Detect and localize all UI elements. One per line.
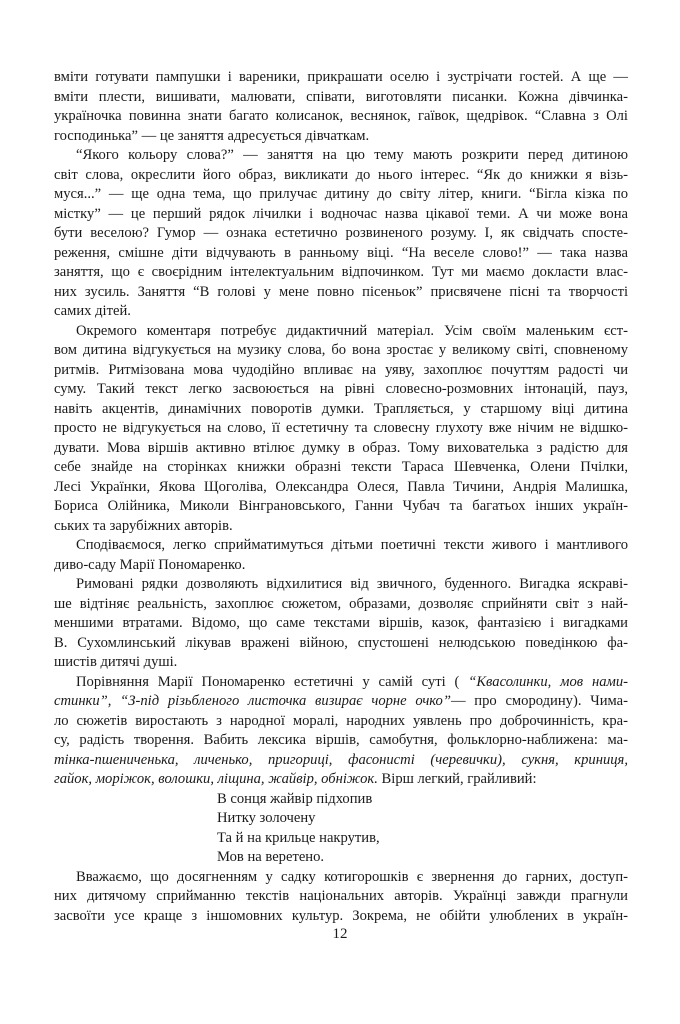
text-line: ських та зарубіжних авторів. [54, 517, 233, 534]
text-run: — про смородину). Чима- [450, 693, 628, 709]
text-line: Сподіваємося, легко сприйматимуться дітьми поетичні тексти живого і мантливого [76, 537, 628, 553]
text-line: україночка повинна знати багато колисанок, веснянок, гаївок, щедрівок. “Славна з Олі [54, 108, 628, 124]
poem-line: Та й на крильце накрутив, [217, 829, 380, 846]
text-line: диво-саду Марії Пономаренко. [54, 556, 246, 573]
text-line: суму. Такий текст легко засвоюється на рівні словесно-розмовних інтонацій, пауз, [54, 381, 628, 397]
text-line: бути веселою? Гумор — ознака естетично розвиненого розуму. І, як свідчать спосте- [54, 225, 628, 241]
text-run: Порівняння Марії Пономаренко естетичні у самій суті ( [76, 673, 469, 690]
text-line [54, 673, 628, 693]
text-line: ло сюжетів виростають з народної моралі, народних уявлень про доброчинність, кра- [54, 712, 628, 729]
text-line: вом дитина відгукується на музику слова, бо вона зростає у великому світі, сповненому [54, 342, 628, 358]
text-line: засвоїти усе краще з іншомовних культур. Зокрема, не обійти улюблених в україн- [54, 907, 628, 924]
text-line: заняття, що є своєрідним інтелектуальним відпочинком. Тут ми маємо докласти влас- [54, 264, 628, 280]
text-line [54, 692, 628, 712]
text-line: світ слова, окреслити його образ, викликати до нього інтерес. “Як до книжки я візь- [54, 166, 628, 183]
text-line [54, 770, 628, 790]
text-line: су, радість творення. Вабить лексика віршів, самобутня, фольклорно-наближена: ма- [54, 732, 628, 748]
text-line: “Якого кольору слова?” — заняття на цю тему мають розкрити перед дитиною [76, 147, 628, 163]
text-line: них дитячому сприйманню текстів національних авторів. Українці завжди прагнули [54, 888, 628, 904]
text-line: них зусиль. Заняття “В голові у мене повно пісеньок” присвячене пісні та творчості [54, 283, 628, 300]
text-line: містку” — це перший рядок лічилки і водночас назва цікавої теми. А чи може вона [54, 205, 628, 222]
text-line: Римовані рядки дозволяють відхилитися від звичного, буденного. Вигадка яскраві- [76, 576, 628, 592]
text-line: господинька” — це заняття адресується дівчаткам. [54, 127, 370, 144]
poem-line: Нитку золочену [217, 810, 316, 826]
text-line: меншими втратами. Відомо, що саме текстами віршів, казок, фантазією і вигадками [54, 615, 628, 631]
poem-line: В сонця жайвір підхопив [217, 790, 373, 807]
text-line: тінка-пшениченька, личенько, пригориці, фасонисті (черевички), сукня, криниця, [54, 751, 628, 768]
text-line: самих дітей. [54, 303, 131, 319]
text-run: Вірш легкий, грайливий: [377, 771, 537, 787]
text-line: вміти плести, вишивати, малювати, співати, виготовляти писанки. Кожна дівчинка- [54, 88, 628, 105]
text-line: просто не відгукується на слово, її естетичну та словесну глухоту вже нічим не відшко- [54, 420, 628, 436]
text-line: Вважаємо, що досягненням у садку котигорошків є звернення до гарних, доступ- [76, 868, 628, 885]
text-line: вміти готувати пампушки і вареники, прикрашати оселю і зустрічати гостей. А ще — [54, 69, 628, 85]
poem-line: Мов на веретено. [217, 849, 325, 865]
text-line: реження, смішне діти відчувають в ранньому віці. “На веселе слово!” — така назва [54, 244, 628, 261]
text-line: Лесі Українки, Якова Щоголіва, Олександра Олеся, Павла Тичини, Андрія Малишка, [54, 478, 628, 495]
text-line: себе знайде на сторінках книжки образні тексти Тараса Шевченка, Олени Пчілки, [54, 459, 628, 475]
text-line: Бориса Олійника, Миколи Вінграновського, Ганни Чубач та багатьох інших україн- [54, 498, 628, 514]
body-text [54, 68, 628, 926]
text-line: навіть акцентів, динамічних поворотів думки. Трапляється, у старшому віці дитина [54, 400, 628, 417]
italic-run: “Квасолинки, мов нами- [468, 673, 628, 690]
text-line: Окремого коментаря потребує дидактичний матеріал. Усім своїм маленьким єст- [76, 322, 628, 339]
text-line: В. Сухомлинський лікував вражені війною, спустошені нелюдською поведінкою фа- [54, 634, 628, 651]
text-line: шистів дитячі душі. [54, 654, 178, 670]
italic-run: стинки”, “З-під різьбленого листочка визирає чорне очко” [54, 693, 451, 709]
text-line: дувати. Мова віршів активно втілює думку в образ. Тому вихователька з радістю для [54, 439, 628, 456]
text-line: ше відтіняє реальність, захоплює сюжетом, образами, дозволяє сприйняти світ з най- [54, 595, 628, 612]
page-number: 12 [332, 926, 348, 942]
italic-run: гайок, моріжок, волошки, ліщина, жайвір, обніжок. [54, 771, 378, 787]
text-line: муся...” — ще одна тема, що прилучає дитину до світу літер, книги. “Бігла кізка по [54, 186, 628, 202]
text-line: ритмів. Ритмізована мова чудодійно впливає на уяву, захоплює почуттям радості чи [54, 361, 628, 378]
